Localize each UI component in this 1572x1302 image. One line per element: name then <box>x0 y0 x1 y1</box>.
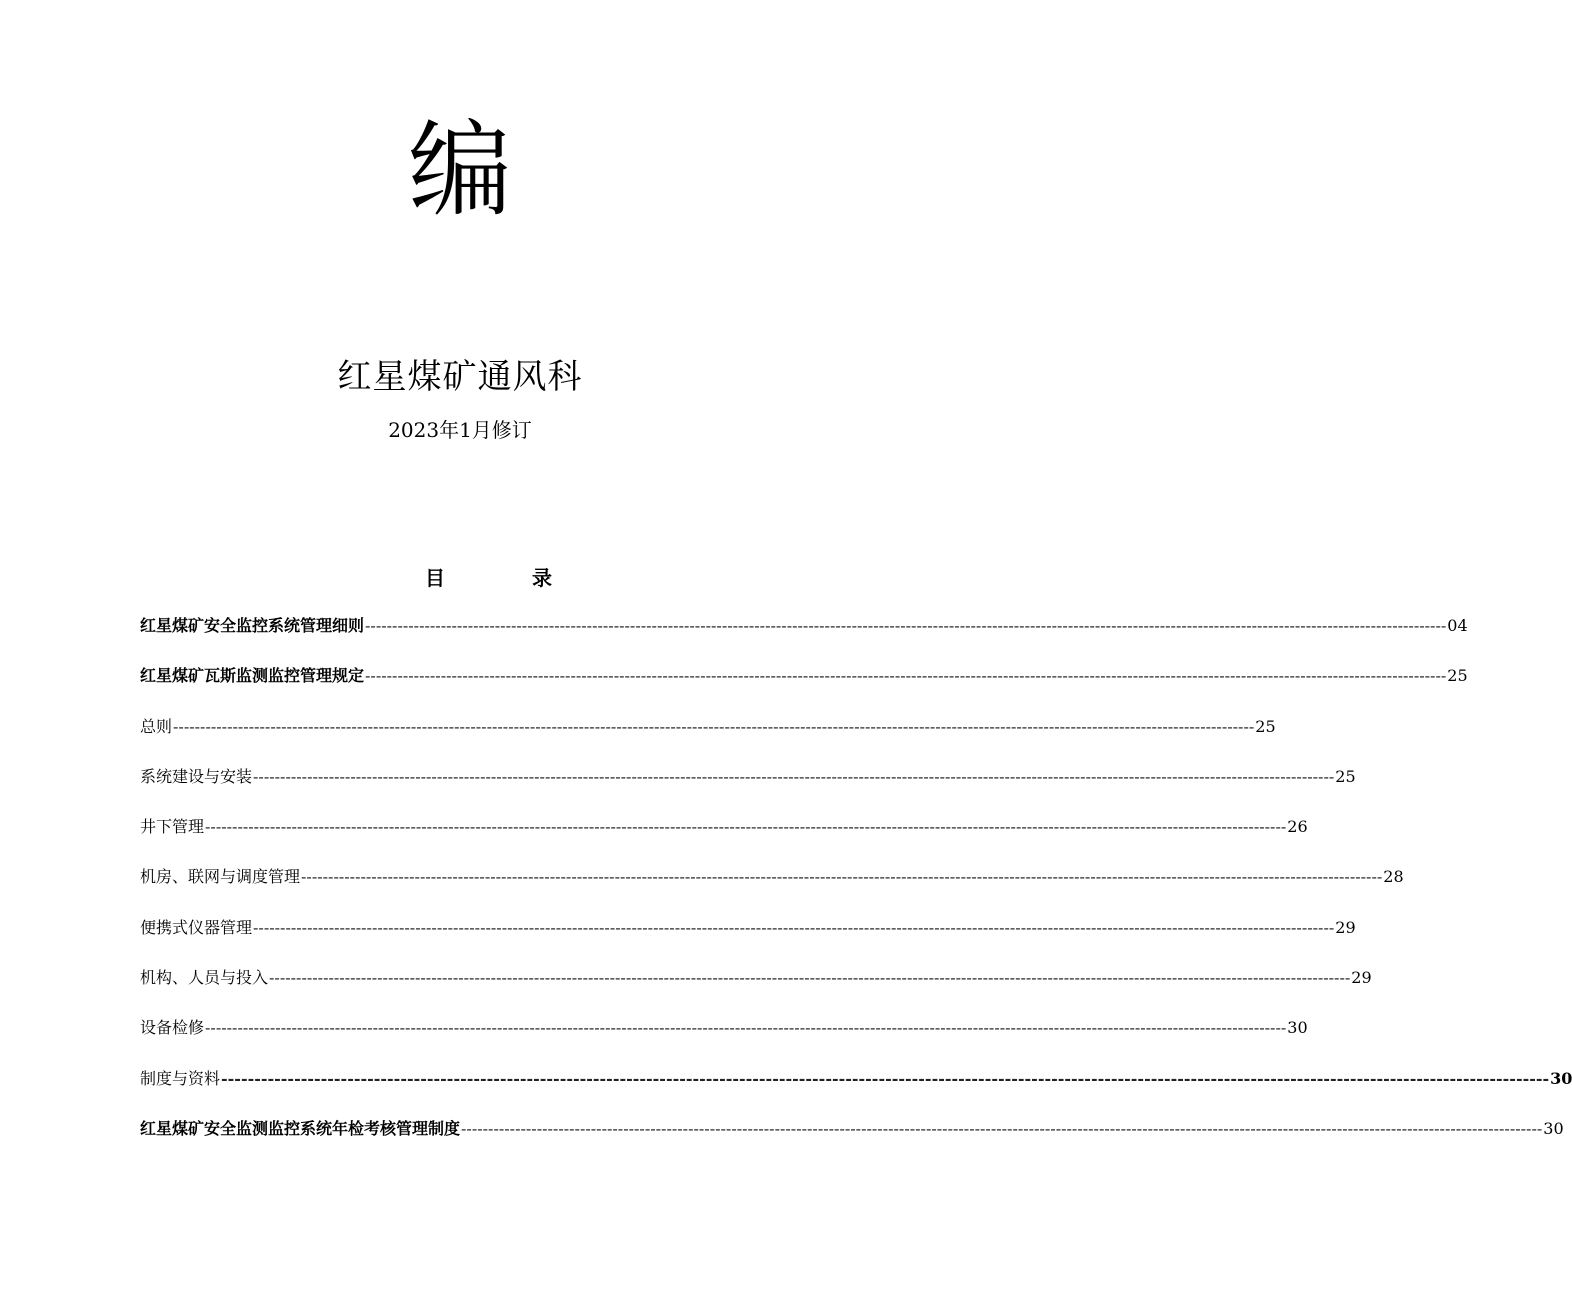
toc-entry-page: 25 <box>1335 766 1356 786</box>
toc-entry-title: 设备检修 <box>140 1018 205 1038</box>
revision-date: 2023年1月修订 <box>388 418 532 442</box>
toc-entry-page: 28 <box>1383 867 1404 887</box>
toc-entry-page: 30 <box>1550 1068 1572 1088</box>
toc-entry-title: 便携式仪器管理 <box>140 917 253 937</box>
toc-entry-page: 26 <box>1287 817 1308 837</box>
toc-leader-dashes: -------------------------------------------------------------------------------------------------------------------------------------------------------------------------------------------------------- <box>301 867 1383 887</box>
toc-entry-title: 红星煤矿瓦斯监测监控管理规定 <box>140 666 365 686</box>
toc-entry[interactable] <box>140 964 1372 1014</box>
toc-entry-page: 25 <box>1255 716 1276 736</box>
toc-heading-left: 目 <box>425 566 445 590</box>
table-of-contents <box>140 612 1572 1165</box>
toc-entry[interactable] <box>140 813 1308 863</box>
toc-entry-page: 04 <box>1447 616 1468 635</box>
toc-entry-page: 30 <box>1287 1018 1308 1038</box>
toc-entry-title: 系统建设与安装 <box>140 766 253 786</box>
toc-entry-title: 总则 <box>140 716 173 736</box>
toc-leader-dashes: -------------------------------------------------------------------------------------------------------------------------------------------------------------------------------------------------------- <box>365 666 1447 686</box>
toc-entry-title: 机构、人员与投入 <box>140 968 269 988</box>
toc-entry[interactable] <box>140 914 1356 964</box>
toc-leader-dashes: -------------------------------------------------------------------------------------------------------------------------------------------------------------------------------------------------------- <box>269 968 1351 988</box>
toc-entry[interactable] <box>140 1014 1308 1064</box>
toc-leader-dashes: -------------------------------------------------------------------------------------------------------------------------------------------------------------------------------------------------------- <box>205 1018 1287 1038</box>
toc-entry-page: 25 <box>1447 666 1468 686</box>
toc-leader-dashes: -------------------------------------------------------------------------------------------------------------------------------------------------------------------------------------------------------- <box>365 616 1447 635</box>
toc-leader-dashes: -------------------------------------------------------------------------------------------------------------------------------------------------------------------------------------------------------- <box>221 1068 1550 1088</box>
toc-leader-dashes: -------------------------------------------------------------------------------------------------------------------------------------------------------------------------------------------------------- <box>253 917 1335 937</box>
toc-leader-dashes: -------------------------------------------------------------------------------------------------------------------------------------------------------------------------------------------------------- <box>173 716 1255 736</box>
toc-entry[interactable] <box>140 612 1468 662</box>
toc-entry-page: 30 <box>1543 1118 1564 1138</box>
toc-entry[interactable] <box>140 863 1404 913</box>
cover-big-character: 编 <box>407 109 512 231</box>
organization-title: 红星煤矿通风科 <box>337 357 583 397</box>
toc-entry-title: 井下管理 <box>140 817 205 837</box>
toc-leader-dashes: -------------------------------------------------------------------------------------------------------------------------------------------------------------------------------------------------------- <box>461 1118 1543 1138</box>
toc-entry-title: 机房、联网与调度管理 <box>140 867 301 887</box>
toc-heading-right: 录 <box>532 566 552 590</box>
toc-entry[interactable] <box>140 763 1356 813</box>
toc-entry-page: 29 <box>1351 968 1372 988</box>
toc-entry-title: 红星煤矿安全监测监控系统年检考核管理制度 <box>140 1118 461 1138</box>
toc-leader-dashes: -------------------------------------------------------------------------------------------------------------------------------------------------------------------------------------------------------- <box>253 766 1335 786</box>
toc-entry-title: 制度与资料 <box>140 1068 221 1088</box>
toc-entry[interactable] <box>140 1115 1564 1165</box>
toc-entry-page: 29 <box>1335 917 1356 937</box>
toc-entry[interactable] <box>140 713 1276 763</box>
toc-entry-title: 红星煤矿安全监控系统管理细则 <box>140 616 365 635</box>
toc-entry[interactable] <box>140 662 1468 712</box>
toc-entry[interactable] <box>140 1065 1572 1115</box>
toc-leader-dashes: -------------------------------------------------------------------------------------------------------------------------------------------------------------------------------------------------------- <box>205 817 1287 837</box>
